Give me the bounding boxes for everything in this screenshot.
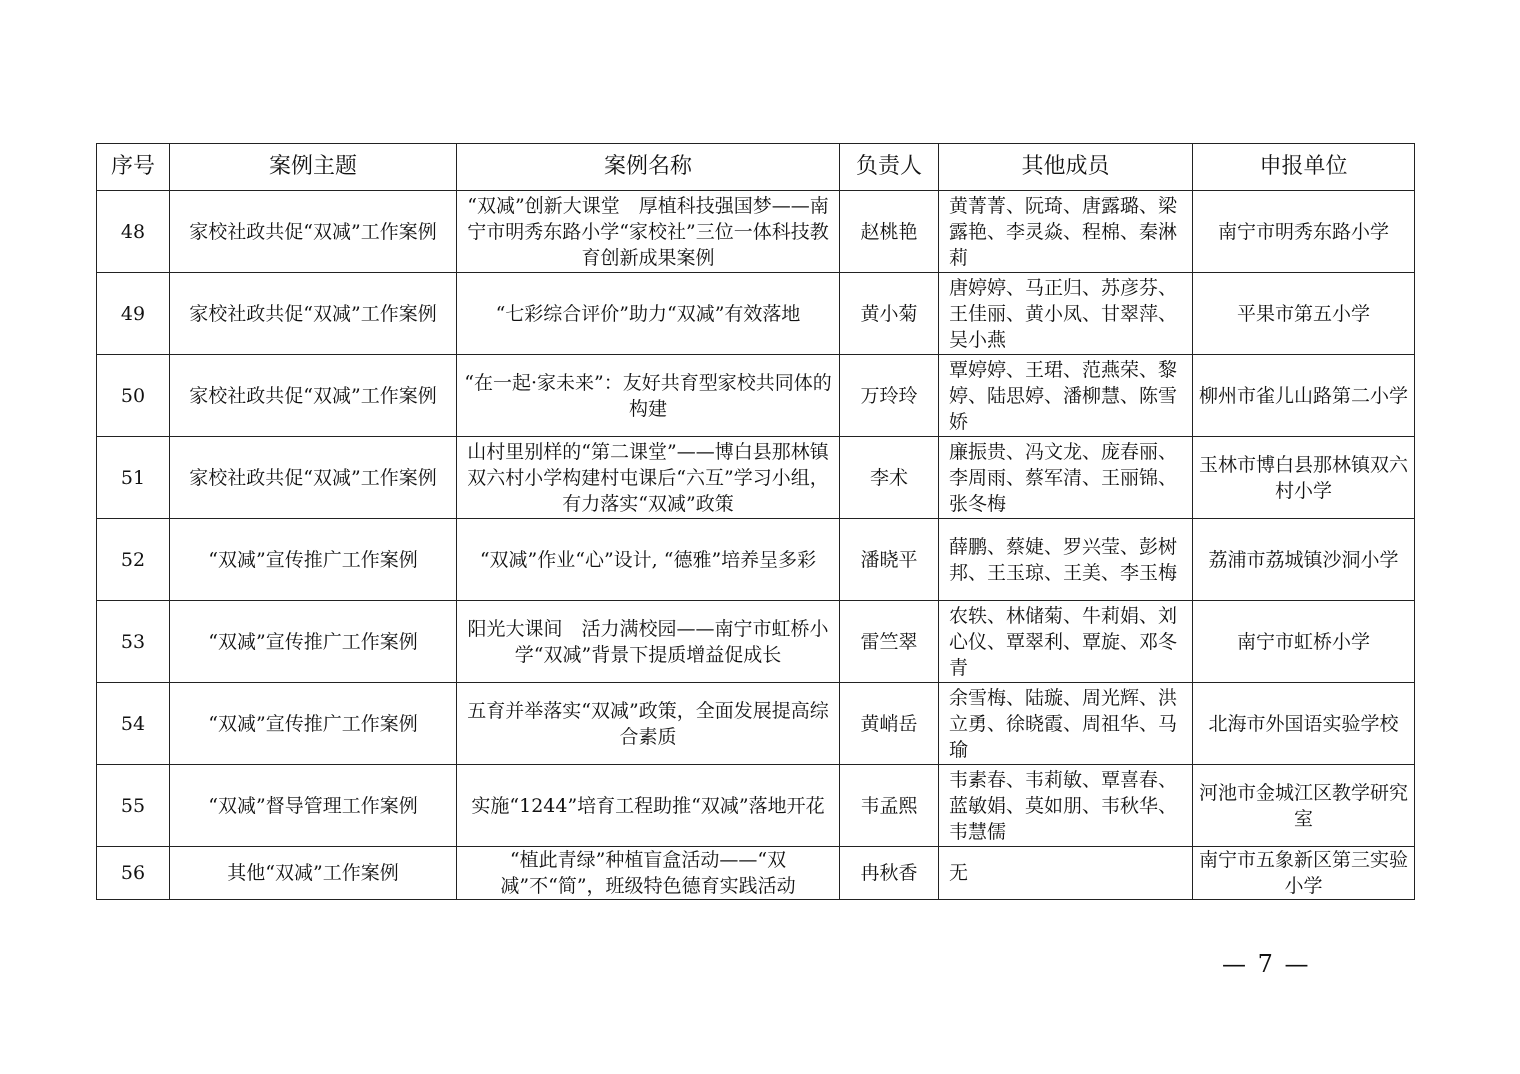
cell-case-theme: 家校社政共促“双减”工作案例 [170,273,457,355]
cell-other-members: 黄菁菁、阮琦、唐露璐、梁露艳、李灵焱、程棉、秦淋莉 [939,191,1193,273]
cell-serial-number: 55 [97,765,170,847]
cell-other-members: 廉振贵、冯文龙、庞春丽、李周雨、蔡军清、王丽锦、张冬梅 [939,437,1193,519]
cell-serial-number: 53 [97,601,170,683]
header-applicant-unit: 申报单位 [1193,144,1415,191]
cell-person-in-charge: 李术 [840,437,939,519]
cell-applicant-unit: 南宁市五象新区第三实验小学 [1193,847,1415,900]
cell-case-name: “双减”作业“心”设计, “德雅”培养呈多彩 [457,519,840,601]
cell-applicant-unit: 南宁市虹桥小学 [1193,601,1415,683]
table-row [97,191,1415,273]
cell-case-name: “七彩综合评价”助力“双减”有效落地 [457,273,840,355]
table-row [97,437,1415,519]
cell-other-members: 唐婷婷、马正归、苏彦芬、王佳丽、黄小凤、甘翠萍、吴小燕 [939,273,1193,355]
cell-case-theme: “双减”宣传推广工作案例 [170,683,457,765]
table-row [97,601,1415,683]
cell-other-members: 覃婷婷、王珺、范燕荣、黎婷、陆思婷、潘柳慧、陈雪娇 [939,355,1193,437]
cell-case-name: “双减”创新大课堂 厚植科技强国梦——南宁市明秀东路小学“家校社”三位一体科技教育创新成果案例 [457,191,840,273]
cell-case-theme: “双减”宣传推广工作案例 [170,519,457,601]
case-table [96,143,1415,900]
cell-applicant-unit: 平果市第五小学 [1193,273,1415,355]
cell-other-members: 薛鹏、蔡婕、罗兴莹、彭树邦、王玉琼、王美、李玉梅 [939,519,1193,601]
cell-case-theme: 家校社政共促“双减”工作案例 [170,355,457,437]
table-row [97,273,1415,355]
cell-other-members: 无 [939,847,1193,900]
header-case-theme: 案例主题 [170,144,457,191]
cell-other-members: 余雪梅、陆璇、周光辉、洪立勇、徐晓霞、周祖华、马瑜 [939,683,1193,765]
cell-case-theme: 家校社政共促“双减”工作案例 [170,191,457,273]
cell-serial-number: 52 [97,519,170,601]
cell-other-members: 韦素春、韦莉敏、覃喜春、蓝敏娟、莫如朋、韦秋华、韦慧儒 [939,765,1193,847]
cell-serial-number: 54 [97,683,170,765]
table-row [97,683,1415,765]
cell-person-in-charge: 潘晓平 [840,519,939,601]
cell-case-theme: 其他“双减”工作案例 [170,847,457,900]
table-row [97,847,1415,900]
cell-case-theme: “双减”督导管理工作案例 [170,765,457,847]
cell-other-members: 农轶、林储菊、牛莉娟、刘心仪、覃翠利、覃旋、邓冬青 [939,601,1193,683]
cell-person-in-charge: 雷竺翠 [840,601,939,683]
table-row [97,765,1415,847]
cell-case-name: 山村里别样的“第二课堂”——博白县那林镇双六村小学构建村屯课后“六互”学习小组，有力落实“双减”政策 [457,437,840,519]
cell-applicant-unit: 荔浦市荔城镇沙洞小学 [1193,519,1415,601]
cell-applicant-unit: 南宁市明秀东路小学 [1193,191,1415,273]
cell-applicant-unit: 河池市金城江区教学研究室 [1193,765,1415,847]
cell-case-name: “植此青绿”种植盲盒活动——“双减”不“简”，班级特色德育实践活动 [457,847,840,900]
cell-serial-number: 51 [97,437,170,519]
cell-case-name: 阳光大课间 活力满校园——南宁市虹桥小学“双减”背景下提质增益促成长 [457,601,840,683]
header-person-in-charge: 负责人 [840,144,939,191]
cell-serial-number: 49 [97,273,170,355]
cell-case-theme: “双减”宣传推广工作案例 [170,601,457,683]
cell-person-in-charge: 韦孟熙 [840,765,939,847]
header-case-name: 案例名称 [457,144,840,191]
header-other-members: 其他成员 [939,144,1193,191]
cell-applicant-unit: 玉林市博白县那林镇双六村小学 [1193,437,1415,519]
header-serial-number: 序号 [97,144,170,191]
cell-case-name: 实施“1244”培育工程助推“双减”落地开花 [457,765,840,847]
cell-case-name: 五育并举落实“双减”政策，全面发展提高综合素质 [457,683,840,765]
cell-person-in-charge: 冉秋香 [840,847,939,900]
cell-person-in-charge: 黄峭岳 [840,683,939,765]
table-header-row [97,144,1415,191]
cell-serial-number: 50 [97,355,170,437]
cell-person-in-charge: 黄小菊 [840,273,939,355]
cell-person-in-charge: 万玲玲 [840,355,939,437]
page-number: — 7 — [1222,950,1311,978]
table-row [97,519,1415,601]
cell-case-name: “在一起·家未来”：友好共育型家校共同体的构建 [457,355,840,437]
cell-serial-number: 56 [97,847,170,900]
cell-case-theme: 家校社政共促“双减”工作案例 [170,437,457,519]
cell-applicant-unit: 北海市外国语实验学校 [1193,683,1415,765]
cell-serial-number: 48 [97,191,170,273]
table-row [97,355,1415,437]
cell-applicant-unit: 柳州市雀儿山路第二小学 [1193,355,1415,437]
cell-person-in-charge: 赵桃艳 [840,191,939,273]
